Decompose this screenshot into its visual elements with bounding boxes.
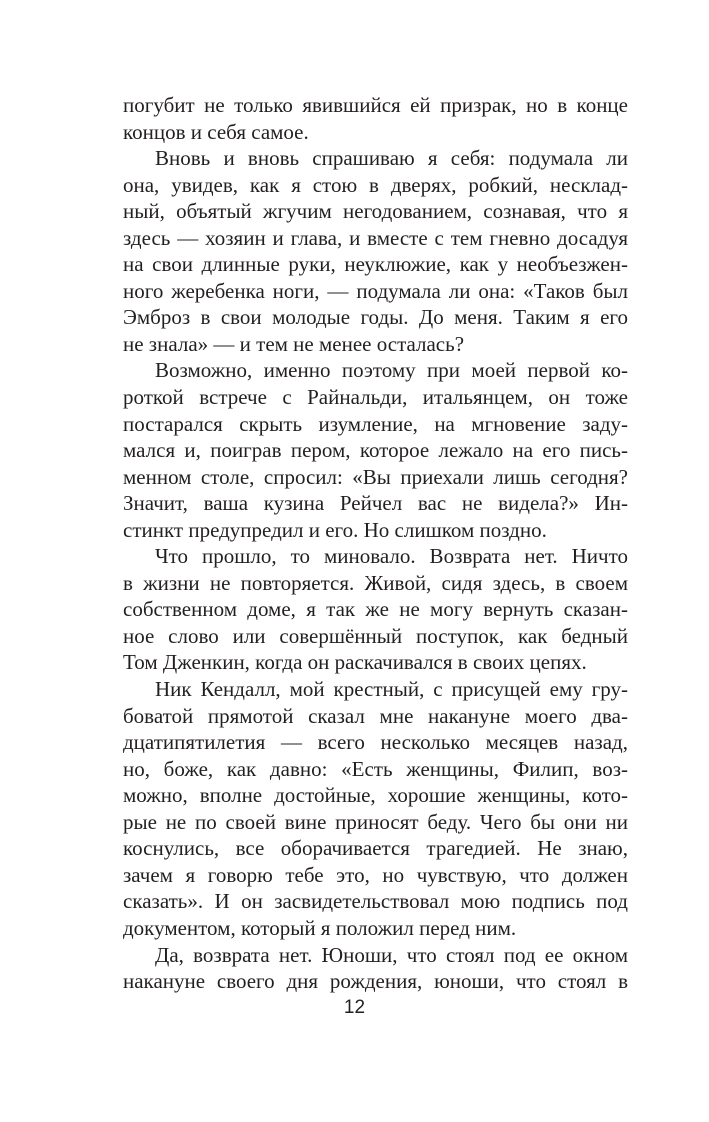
text-line: ное слово или совершённый поступок, как бедный: [123, 623, 628, 648]
text-line: ного жеребенка ноги, — подумала ли она: «Таков был: [123, 278, 628, 303]
page-number: 12: [343, 997, 366, 1018]
text-line: но, боже, как давно: «Есть женщины, Филип, воз-: [123, 756, 628, 781]
text-line: коснулись, все оборачивается трагедией. Не знаю,: [123, 836, 628, 861]
text-line: боватой прямотой сказал мне накануне моего два-: [123, 703, 628, 728]
text-line: собственном доме, я так же не могу вернуть сказан-: [123, 597, 628, 622]
text-line: погубит не только явившийся ей призрак, но в конце: [123, 93, 628, 117]
text-line: в жизни не повторяется. Живой, сидя здесь, в своем: [123, 570, 628, 595]
text-line: зачем я говорю тебе это, но чувствую, что должен: [123, 862, 628, 887]
text-line: документом, который я положил перед ним.: [123, 915, 517, 940]
text-line: дцатипятилетия — всего несколько месяцев назад,: [123, 730, 628, 755]
text-line: Том Дженкин, когда он раскачивался в своих цепях.: [123, 650, 587, 675]
text-line: сказать». И он засвидетельствовал мою подпись под: [123, 889, 628, 914]
text-line: концов и себя самое.: [123, 119, 309, 144]
text-line: Да, возврата нет. Юноши, что стоял под ее окном: [155, 942, 628, 967]
text-line: она, увидев, как я стою в дверях, робкий, несклад-: [123, 172, 628, 197]
text-line: мался и, поиграв пером, которое лежало на его пись-: [123, 438, 628, 463]
text-line: менном столе, спросил: «Вы приехали лишь сегодня?: [123, 464, 628, 489]
body-text: [123, 92, 628, 995]
text-line: роткой встрече с Райнальди, итальянцем, он тоже: [123, 385, 628, 410]
text-line: стинкт предупредил и его. Но слишком поздно.: [123, 517, 547, 542]
text-line: здесь — хозяин и глава, и вместе с тем гневно досадуя: [123, 225, 628, 250]
text-line: можно, вполне достойные, хорошие женщины, кото-: [123, 783, 628, 808]
text-line: Эмброз в свои молодые годы. До меня. Таким я его: [123, 305, 628, 330]
text-line: постарался скрыть изумление, на мгновение заду-: [123, 411, 628, 436]
text-line: Ник Кендалл, мой крестный, с присущей ему гру-: [155, 677, 628, 702]
text-line: Вновь и вновь спрашиваю я себя: подумала ли: [155, 146, 628, 171]
text-line: на свои длинные руки, неуклюжие, как у необъезжен-: [123, 252, 628, 277]
text-line: не знала» — и тем не менее осталась?: [123, 331, 465, 356]
text-line: Значит, ваша кузина Рейчел вас не видела?» Ин-: [123, 491, 628, 516]
text-line: ный, объятый жгучим негодованием, сознавая, что я: [123, 199, 628, 224]
text-line: накануне своего дня рождения, юноши, что стоял в: [123, 969, 628, 994]
text-line: Возможно, именно поэтому при моей первой ко-: [155, 358, 628, 383]
text-line: Что прошло, то миновало. Возврата нет. Ничто: [155, 544, 628, 569]
text-line: рые не по своей вине приносят беду. Чего бы они ни: [123, 809, 628, 834]
